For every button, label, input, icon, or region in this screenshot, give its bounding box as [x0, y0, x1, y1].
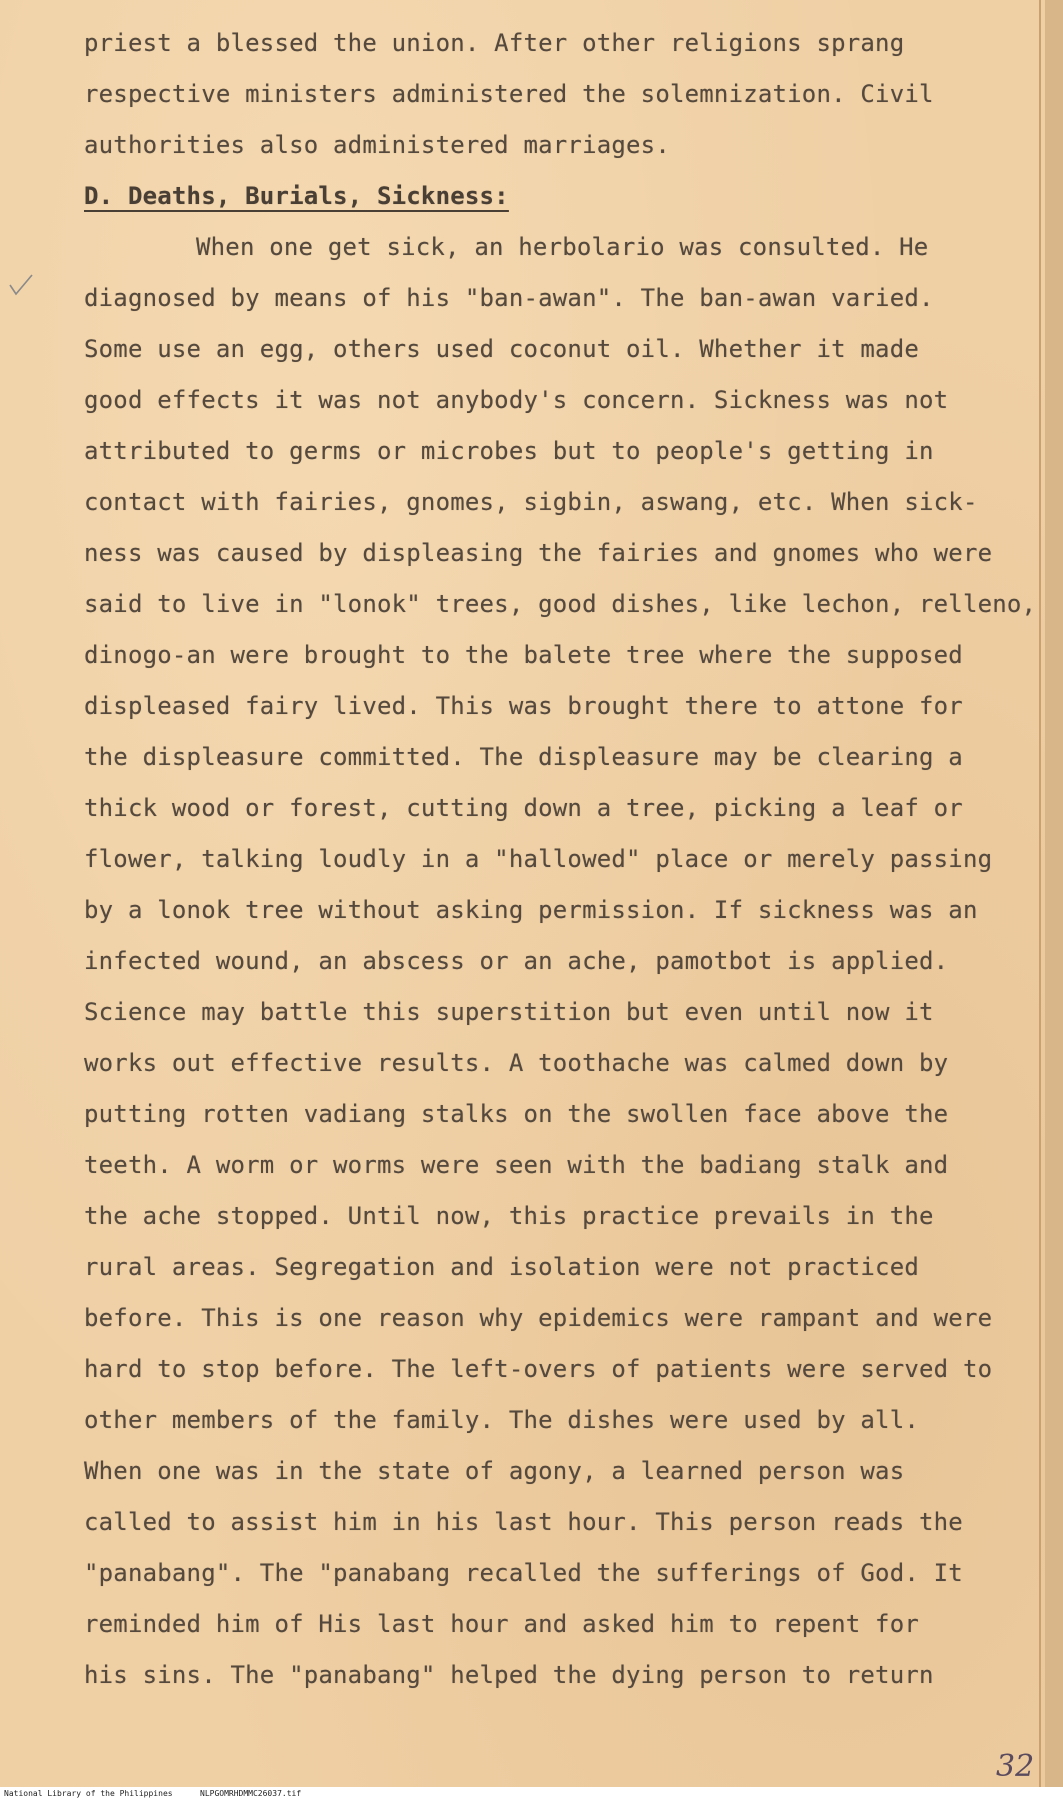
text-line: by a lonok tree without asking permission. If sickness was an [84, 896, 978, 924]
text-line: "panabang". The "panabang recalled the sufferings of God. It [84, 1559, 963, 1587]
text-line: priest a blessed the union. After other religions sprang [84, 29, 905, 57]
text-line: rural areas. Segregation and isolation were not practiced [84, 1253, 920, 1281]
text-line: good effects it was not anybody's concern. Sickness was not [84, 386, 949, 414]
page-shadow [1045, 0, 1063, 1790]
scan-footer [0, 1787, 1063, 1800]
page-edge [1039, 0, 1041, 1790]
text-line: attributed to germs or microbes but to people's getting in [84, 437, 934, 465]
footer-library-name: National Library of the Philippines [4, 1789, 173, 1798]
text-line: authorities also administered marriages. [84, 131, 670, 159]
text-line: When one was in the state of agony, a learned person was [84, 1457, 905, 1485]
checkmark-icon [8, 272, 34, 298]
text-line: the ache stopped. Until now, this practice prevails in the [84, 1202, 934, 1230]
text-line: thick wood or forest, cutting down a tree, picking a leaf or [84, 794, 963, 822]
text-line: flower, talking loudly in a "hallowed" place or merely passing [84, 845, 993, 873]
text-line: his sins. The "panabang" helped the dying person to return [84, 1661, 934, 1689]
text-line: Some use an egg, others used coconut oil. Whether it made [84, 335, 920, 363]
typed-text-block [84, 18, 1037, 1701]
text-line: works out effective results. A toothache was calmed down by [84, 1049, 949, 1077]
text-line: dinogo-an were brought to the balete tree where the supposed [84, 641, 963, 669]
section-heading [84, 171, 1034, 222]
text-line: diagnosed by means of his "ban-awan". The ban-awan varied. [84, 284, 934, 312]
text-line: respective ministers administered the solemnization. Civil [84, 80, 934, 108]
text-line: contact with fairies, gnomes, sigbin, aswang, etc. When sick- [84, 488, 978, 516]
text-line: the displeasure committed. The displeasure may be clearing a [84, 743, 963, 771]
handwritten-page-number: 32 [996, 1749, 1035, 1784]
text-line: infected wound, an abscess or an ache, pamotbot is applied. [84, 947, 949, 975]
text-line: ness was caused by displeasing the fairies and gnomes who were [84, 539, 993, 567]
text-line: displeased fairy lived. This was brought there to attone for [84, 692, 963, 720]
text-line: teeth. A worm or worms were seen with the badiang stalk and [84, 1151, 949, 1179]
text-line: reminded him of His last hour and asked him to repent for [84, 1610, 920, 1638]
text-line: said to live in "lonok" trees, good dishes, like lechon, relleno, [84, 590, 1037, 618]
text-line: putting rotten vadiang stalks on the swollen face above the [84, 1100, 949, 1128]
text-line: before. This is one reason why epidemics were rampant and were [84, 1304, 993, 1332]
footer-file-name: NLPGOMRHDMMC26037.tif [200, 1789, 302, 1798]
text-line: When one get sick, an herbolario was consulted. He [196, 233, 929, 261]
text-line: other members of the family. The dishes were used by all. [84, 1406, 920, 1434]
text-line: called to assist him in his last hour. This person reads the [84, 1508, 963, 1536]
section-heading-text: D. Deaths, Burials, Sickness: [84, 182, 509, 210]
text-line: Science may battle this superstition but even until now it [84, 998, 934, 1026]
text-line: hard to stop before. The left-overs of patients were served to [84, 1355, 993, 1383]
